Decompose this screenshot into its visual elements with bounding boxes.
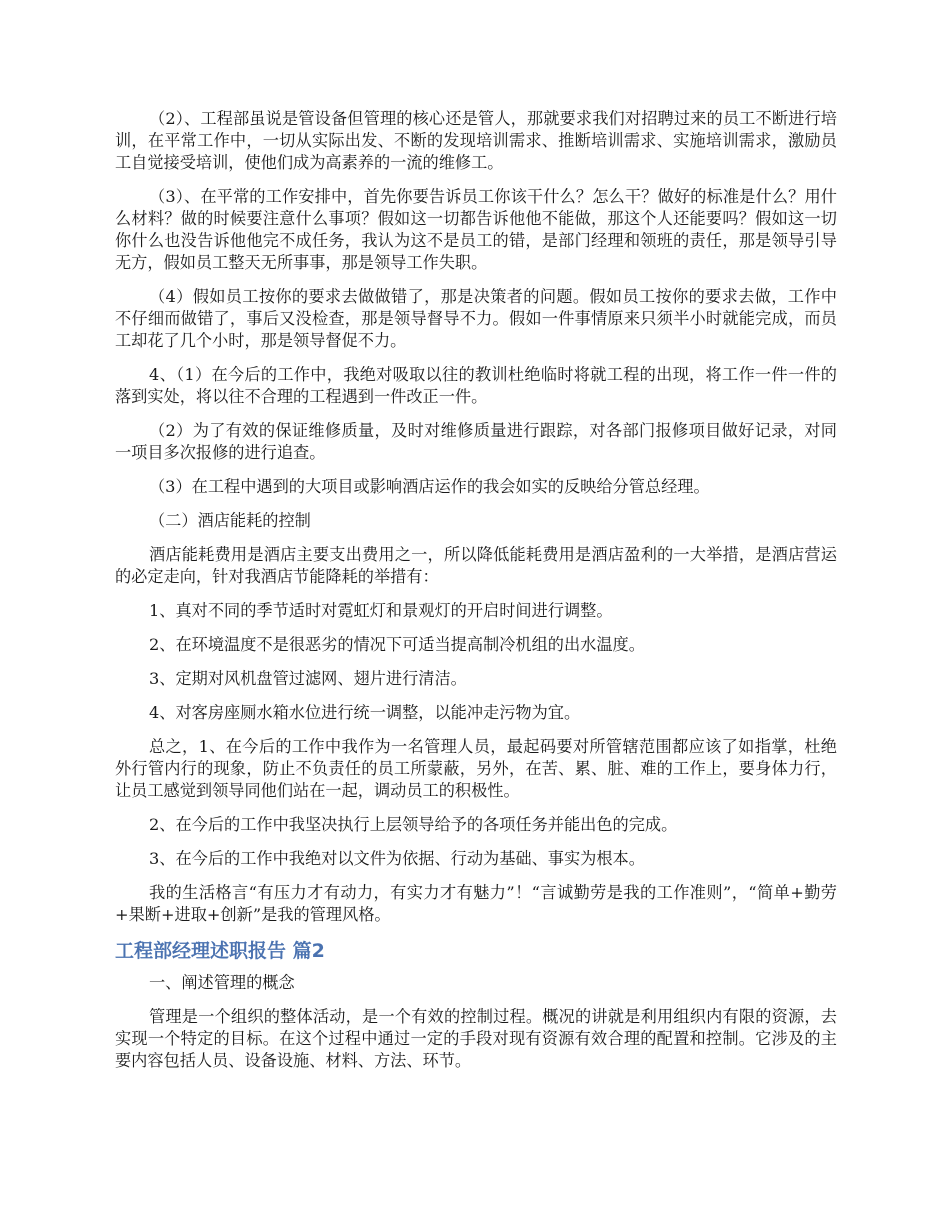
paragraph: （3）在工程中遇到的大项目或影响酒店运作的我会如实的反映给分管总经理。 bbox=[149, 477, 710, 496]
list-item: 2、在环境温度不是很恶劣的情况下可适当提高制冷机组的出水温度。 bbox=[149, 635, 645, 654]
paragraph: （2）为了有效的保证维修质量，及时对维修质量进行跟踪，对各部门报修项目做好记录，对同一项目多次报修的进行追查。 bbox=[115, 421, 837, 462]
list-item: 1、真对不同的季节适时对霓虹灯和景观灯的开启时间进行调整。 bbox=[149, 601, 613, 620]
section-heading: 工程部经理述职报告 篇2 bbox=[115, 940, 325, 962]
paragraph: 总之，1、在今后的工作中我作为一名管理人员，最起码要对所管辖范围都应该了如指掌，杜绝外行管内行的现象，防止不负责任的员工所蒙蔽，另外，在苦、累、脏、难的工作上，要身体力行，让员工感觉到领导同他们站在一起，调动员工的积极性。 bbox=[115, 737, 837, 800]
paragraph: 酒店能耗费用是酒店主要支出费用之一，所以降低能耗费用是酒店盈利的一大举措，是酒店营运的必定走向，针对我酒店节能降耗的举措有： bbox=[115, 545, 837, 586]
list-item: 3、在今后的工作中我绝对以文件为依据、行动为基础、事实为根本。 bbox=[149, 849, 645, 868]
paragraph: 4、（1）在今后的工作中，我绝对吸取以往的教训杜绝临时将就工程的出现，将工作一件一件的落到实处，将以往不合理的工程遇到一件改正一件。 bbox=[115, 365, 837, 406]
subsection-title: （二）酒店能耗的控制 bbox=[149, 511, 311, 530]
subsection-title: 一、阐述管理的概念 bbox=[149, 973, 295, 992]
list-item: 2、在今后的工作中我坚决执行上层领导给予的各项任务并能出色的完成。 bbox=[149, 815, 678, 834]
paragraph: 管理是一个组织的整体活动，是一个有效的控制过程。概况的讲就是利用组织内有限的资源，去实现一个特定的目标。在这个过程中通过一定的手段对现有资源有效合理的配置和控制。它涉及的主要内容包括人员、设备设施、材料、方法、环节。 bbox=[115, 1007, 837, 1070]
paragraph: （4）假如员工按你的要求去做做错了，那是决策者的问题。假如员工按你的要求去做，工作中不仔细而做错了，事后又没检查，那是领导督导不力。假如一件事情原来只须半小时就能完成，而员工却花了几个小时，那是领导督促不力。 bbox=[115, 287, 837, 350]
document-body bbox=[115, 108, 837, 1084]
list-item: 3、定期对风机盘管过滤网、翅片进行清洁。 bbox=[149, 669, 467, 688]
paragraph: 我的生活格言“有压力才有动力，有实力才有魅力”！“言诚勤劳是我的工作准则”，“简单+勤劳+果断+进取+创新”是我的管理风格。 bbox=[115, 883, 837, 924]
paragraph: （2）、工程部虽说是管设备但管理的核心还是管人，那就要求我们对招聘过来的员工不断进行培训，在平常工作中，一切从实际出发、不断的发现培训需求、推断培训需求、实施培训需求，激励员工自觉接受培训，使他们成为高素养的一流的维修工。 bbox=[115, 109, 837, 172]
list-item: 4、对客房座厕水箱水位进行统一调整，以能冲走污物为宜。 bbox=[149, 703, 581, 722]
paragraph: （3）、在平常的工作安排中，首先你要告诉员工你该干什么？怎么干？做好的标准是什么？用什么材料？做的时候要注意什么事项？假如这一切都告诉他他不能做，那这个人还能要吗？假如这一切你什么也没告诉他他完不成任务，我认为这不是员工的错，是部门经理和领班的责任，那是领导引导无方，假如员工整天无所事事，那是领导工作失职。 bbox=[115, 187, 837, 272]
